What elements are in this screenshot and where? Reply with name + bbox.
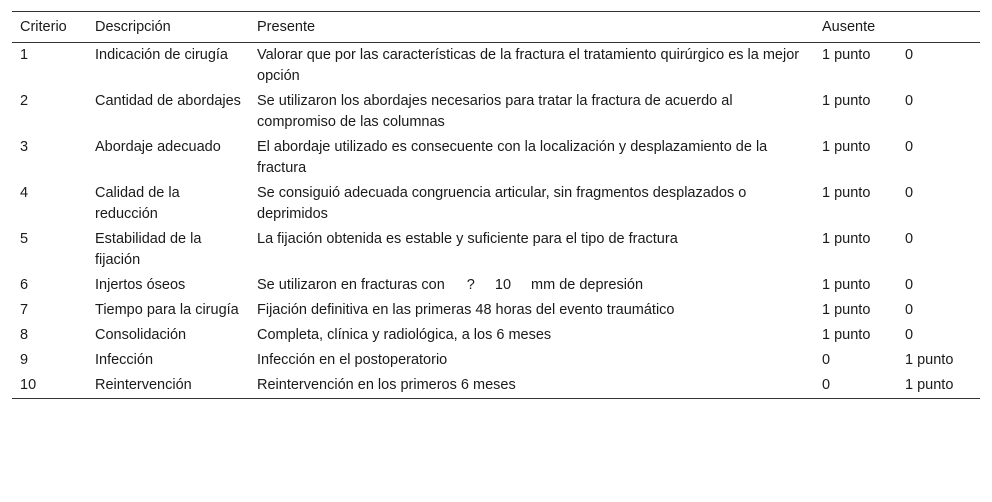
header-empty <box>897 12 980 43</box>
table-row <box>12 181 980 227</box>
cell-criterio: 3 <box>20 139 29 155</box>
header-criterio: Criterio <box>20 19 67 35</box>
cell-presente: El abordaje utilizado es consecuente con la localización y desplazamiento de la fractura <box>257 139 768 176</box>
cell-presente-points: 1 punto <box>822 327 871 343</box>
cell-presente-points: 1 punto <box>822 277 871 293</box>
cell-presente: Infección en el postoperatorio <box>257 352 448 368</box>
criteria-table-container <box>12 11 980 399</box>
table-row <box>12 373 980 399</box>
cell-presente: Fijación definitiva en las primeras 48 horas del evento traumático <box>257 302 675 318</box>
cell-criterio: 9 <box>20 352 29 368</box>
cell-descripcion: Infección <box>95 352 154 368</box>
cell-ausente-points: 1 punto <box>905 352 954 368</box>
cell-presente-points: 1 punto <box>822 231 871 247</box>
comparison-symbol: ? <box>466 277 475 293</box>
table-header-row <box>12 12 980 43</box>
cell-presente: Reintervención en los primeros 6 meses <box>257 377 516 393</box>
cell-criterio: 10 <box>20 377 37 393</box>
cell-descripcion: Calidad de la reducción <box>95 185 180 222</box>
cell-ausente-points: 0 <box>905 231 914 247</box>
presente-text-before: Se utilizaron en fracturas con <box>257 277 445 293</box>
cell-criterio: 5 <box>20 231 29 247</box>
cell-ausente-points: 0 <box>905 302 914 318</box>
table-row <box>12 227 980 273</box>
cell-criterio: 4 <box>20 185 29 201</box>
cell-descripcion: Indicación de cirugía <box>95 47 228 63</box>
depression-value: 10 <box>494 277 512 293</box>
cell-presente-points: 0 <box>822 377 831 393</box>
cell-presente: Se consiguió adecuada congruencia articular, sin fragmentos desplazados o deprimidos <box>257 185 747 222</box>
cell-descripcion: Tiempo para la cirugía <box>95 302 239 318</box>
header-presente: Presente <box>257 19 316 35</box>
table-row <box>12 135 980 181</box>
header-ausente: Ausente <box>822 19 876 35</box>
table-row <box>12 348 980 373</box>
cell-criterio: 1 <box>20 47 29 63</box>
table-row <box>12 89 980 135</box>
cell-presente-points: 0 <box>822 352 831 368</box>
criteria-table <box>12 11 980 399</box>
cell-presente-points: 1 punto <box>822 93 871 109</box>
cell-ausente-points: 1 punto <box>905 377 954 393</box>
cell-descripcion: Injertos óseos <box>95 277 186 293</box>
cell-presente-points: 1 punto <box>822 139 871 155</box>
cell-presente: Valorar que por las características de la fractura el tratamiento quirúrgico es la mejor opción <box>257 47 800 84</box>
cell-criterio: 7 <box>20 302 29 318</box>
cell-criterio: 8 <box>20 327 29 343</box>
table-row <box>12 43 980 90</box>
cell-presente <box>249 273 814 298</box>
cell-ausente-points: 0 <box>905 139 914 155</box>
cell-ausente-points: 0 <box>905 277 914 293</box>
cell-ausente-points: 0 <box>905 47 914 63</box>
cell-ausente-points: 0 <box>905 185 914 201</box>
table-row <box>12 273 980 298</box>
cell-descripcion: Reintervención <box>95 377 192 393</box>
cell-descripcion: Abordaje adecuado <box>95 139 221 155</box>
cell-descripcion: Estabilidad de la fijación <box>95 231 202 268</box>
presente-text-after: mm de depresión <box>531 277 644 293</box>
cell-criterio: 6 <box>20 277 29 293</box>
cell-ausente-points: 0 <box>905 93 914 109</box>
cell-presente-points: 1 punto <box>822 302 871 318</box>
cell-criterio: 2 <box>20 93 29 109</box>
cell-presente-points: 1 punto <box>822 185 871 201</box>
cell-presente: Se utilizaron los abordajes necesarios para tratar la fractura de acuerdo al compromiso de las columnas <box>257 93 733 130</box>
cell-presente: Completa, clínica y radiológica, a los 6 meses <box>257 327 552 343</box>
cell-ausente-points: 0 <box>905 327 914 343</box>
cell-descripcion: Consolidación <box>95 327 187 343</box>
cell-presente: La fijación obtenida es estable y suficiente para el tipo de fractura <box>257 231 678 247</box>
cell-descripcion: Cantidad de abordajes <box>95 93 241 109</box>
table-row <box>12 298 980 323</box>
table-row <box>12 323 980 348</box>
cell-presente-points: 1 punto <box>822 47 871 63</box>
header-descripcion: Descripción <box>95 19 171 35</box>
